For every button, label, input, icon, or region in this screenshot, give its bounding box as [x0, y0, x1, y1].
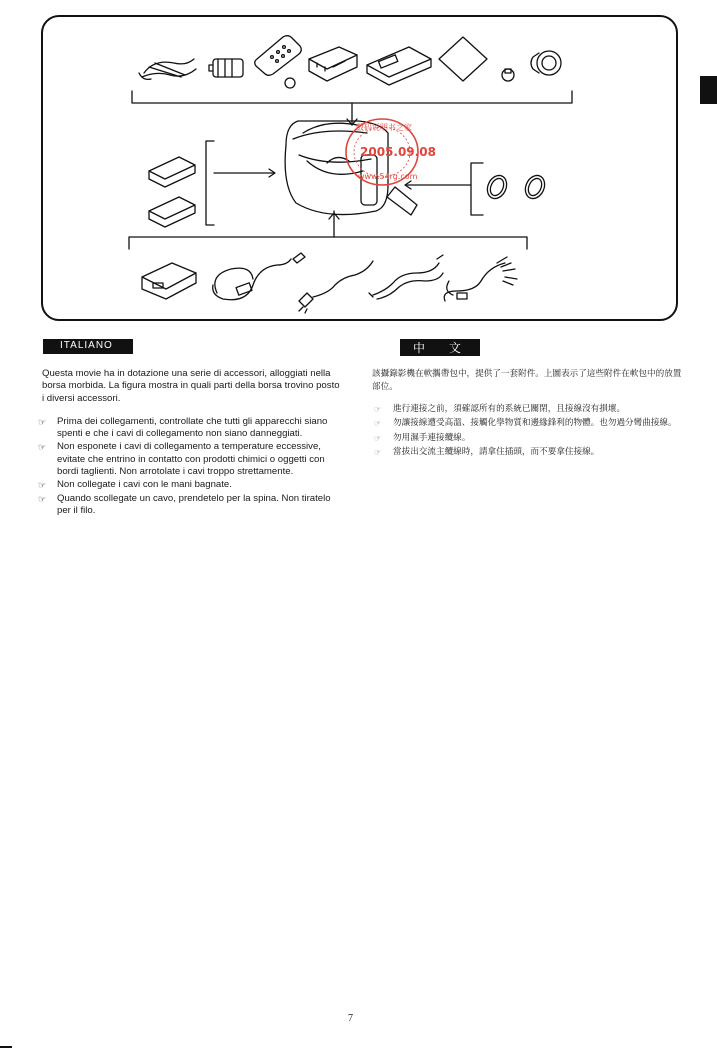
spare-battery-icon — [149, 157, 195, 187]
list-item-text: Non esponete i cavi di collegamento a temperature eccessive, evitate che entrino in contatto con prodotti chimici o oggetti con bordi taglienti. Non arrotolate i cavi troppo strettamente. — [57, 441, 325, 478]
page-number: 7 — [348, 1013, 353, 1024]
av-cable-icon — [369, 255, 443, 299]
chinese-heading: 中 文 — [400, 339, 480, 356]
s-video-cable-icon — [444, 257, 517, 301]
chinese-intro: 該攝錄影機在軟攜帶包中，提供了一套附件。上圖表示了這些附件在軟包中的放置部位。 — [372, 369, 682, 393]
watermark-date-text: 2005.09.08 — [360, 145, 436, 159]
pointing-hand-icon: ☞ — [374, 433, 382, 443]
list-item-text: 勿用濕手連接纜線。 — [393, 432, 471, 443]
cleaning-cloth-icon — [439, 37, 514, 81]
ac-adapter-icon — [142, 263, 196, 299]
list-item — [38, 492, 342, 518]
shoulder-strap-icon — [139, 59, 196, 79]
list-item — [38, 479, 342, 491]
list-item — [372, 417, 688, 430]
list-item — [372, 432, 688, 445]
italiano-intro: Questa movie ha in dotazione una serie di accessori, alloggiati nella borsa morbida. La figura mostra in quali parti della borsa trovino posto i diversi accessori. — [42, 368, 340, 404]
conversion-lens-icon — [531, 51, 561, 75]
watermark-site-text: 数码说明书之家 — [356, 123, 412, 132]
list-item-text: 當拔出交流主纜線時，請拿住插頭，而不要拿住接線。 — [393, 447, 600, 458]
list-item-text: 進行連接之前，須確認所有的系統已關閉，且接線沒有損壞。 — [393, 403, 626, 414]
corner-mark — [0, 1046, 12, 1048]
dc-cable-icon — [213, 253, 305, 300]
pointing-hand-icon: ☞ — [38, 480, 47, 491]
list-item — [372, 446, 688, 459]
italiano-heading: ITALIANO — [43, 339, 133, 354]
remote-control-icon — [255, 36, 302, 88]
pointing-hand-icon: ☞ — [38, 442, 47, 453]
watermark-url-text: www.54rg.com — [358, 172, 418, 181]
pointing-hand-icon: ☞ — [374, 419, 382, 429]
list-item-text: Prima dei collegamenti, controllate che tutti gli apparecchi siano spenti e che i cavi di collegamento non siano danneggiati. — [57, 415, 328, 440]
battery-holder-icon — [309, 47, 357, 81]
pointing-hand-icon: ☞ — [38, 493, 47, 504]
list-item-text: Non collegate i cavi con le mani bagnate. — [57, 479, 232, 491]
battery-pack-icon — [209, 59, 243, 77]
cassette-adapter-icon — [367, 47, 431, 85]
list-item — [38, 415, 342, 441]
italiano-section — [38, 368, 342, 518]
spare-battery-icon — [149, 197, 195, 227]
pointing-hand-icon: ☞ — [374, 448, 382, 458]
power-cord-icon — [299, 261, 373, 313]
pointing-hand-icon: ☞ — [38, 416, 47, 427]
list-item-text: 勿讓接線遭受高溫、接觸化學物質和邊緣鋒利的物體。也勿過分彎曲接線。 — [393, 418, 677, 429]
lens-filter-icon — [484, 172, 548, 201]
pointing-hand-icon: ☞ — [374, 404, 382, 414]
list-item-text: Quando scollegate un cavo, prendetelo per la spina. Non tiratelo per il filo. — [57, 492, 331, 516]
chinese-section — [372, 368, 688, 460]
list-item — [372, 403, 688, 416]
list-item — [38, 441, 342, 478]
section-tab-marker — [700, 76, 717, 104]
